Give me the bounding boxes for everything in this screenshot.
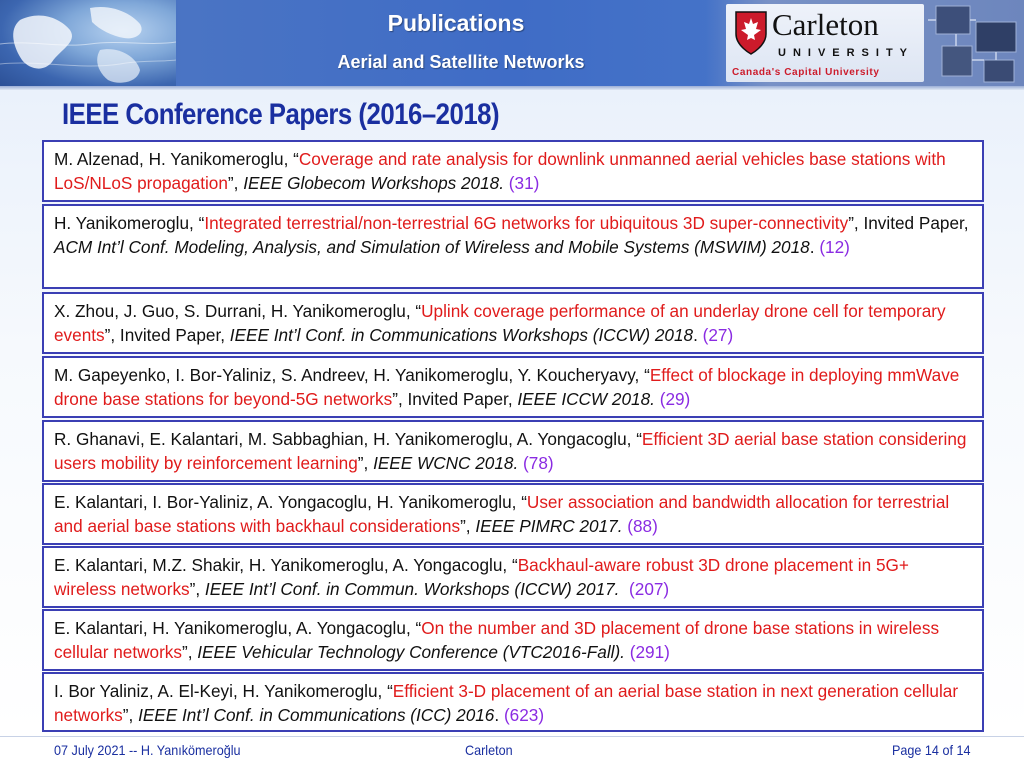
paper-title: Coverage and rate analysis for downlink unmanned aerial vehicles base stations with LoS/NLoS propagation <box>54 149 946 193</box>
citation-count: (29) <box>659 388 691 409</box>
paper-venue: IEEE PIMRC 2017. <box>475 515 623 536</box>
paper-venue: IEEE Vehicular Technology Conference (VTC2016-Fall). <box>197 641 625 662</box>
paper-tail: . <box>809 236 820 257</box>
paper-authors: E. Kalantari, I. Bor-Yaliniz, A. Yongacoglu, H. Yanikomeroglu, “ <box>54 492 527 512</box>
paper-tail: . <box>693 324 703 345</box>
paper-title: Effect of blockage in deploying mmWave drone base stations for beyond-5G networks <box>54 365 960 409</box>
paper-title: On the number and 3D placement of drone base stations in wireless cellular networks <box>54 618 940 662</box>
paper-separator: ”, Invited Paper, <box>392 388 518 409</box>
paper-venue: ACM Int’l Conf. Modeling, Analysis, and Simulation of Wireless and Mobile Systems (MSWIM) 2018 <box>54 236 810 257</box>
paper-entry <box>42 204 984 289</box>
header-banner <box>0 0 1024 88</box>
paper-separator: ”, Invited Paper, <box>104 324 230 345</box>
globe-image <box>0 0 176 88</box>
carleton-logo <box>726 4 924 82</box>
paper-title: Backhaul-aware robust 3D drone placement in 5G+ wireless networks <box>54 555 909 599</box>
citation-count: (31) <box>508 172 540 193</box>
header-subtitle: Aerial and Satellite Networks <box>337 52 585 72</box>
paper-title: Efficient 3D aerial base station considering users mobility by reinforcement learning <box>54 429 967 473</box>
paper-entry <box>42 356 984 418</box>
paper-entry <box>42 672 984 732</box>
paper-title: User association and bandwidth allocation for terrestrial and aerial base stations with backhaul considerations <box>54 492 950 536</box>
paper-authors: E. Kalantari, M.Z. Shakir, H. Yanikomeroglu, A. Yongacoglu, “ <box>54 555 518 575</box>
paper-entry <box>42 420 984 482</box>
paper-authors: M. Alzenad, H. Yanikomeroglu, “ <box>54 149 299 169</box>
footer-date-author: 07 July 2021 -- H. Yanıkömeroğlu <box>54 742 241 758</box>
circuit-chip-icon <box>928 0 1024 88</box>
footer-divider <box>0 736 1024 737</box>
paper-entry <box>42 140 984 202</box>
paper-entry <box>42 609 984 671</box>
citation-count: (12) <box>819 236 850 257</box>
citation-count: (291) <box>629 641 670 662</box>
paper-separator: ”, <box>460 515 476 536</box>
paper-venue: IEEE Int’l Conf. in Commun. Workshops (ICCW) 2017. <box>204 578 620 599</box>
paper-separator: ”, <box>122 704 139 725</box>
paper-separator: ”, <box>182 641 198 662</box>
paper-authors: X. Zhou, J. Guo, S. Durrani, H. Yanikomeroglu, “ <box>54 301 422 321</box>
paper-title: Efficient 3-D placement of an aerial base station in next generation cellular networks <box>54 681 959 725</box>
citation-count: (88) <box>627 515 658 536</box>
header-title: Publications <box>387 10 525 36</box>
paper-authors: R. Ghanavi, E. Kalantari, M. Sabbaghian, H. Yanikomeroglu, A. Yongacoglu, “ <box>54 429 642 449</box>
paper-separator: ”, <box>227 172 244 193</box>
paper-authors: M. Gapeyenko, I. Bor-Yaliniz, S. Andreev, H. Yanikomeroglu, Y. Koucheryavy, “ <box>54 365 650 385</box>
page-title: IEEE Conference Papers (2016–2018) <box>62 98 500 131</box>
paper-authors: H. Yanikomeroglu, “ <box>54 213 205 233</box>
paper-venue: IEEE ICCW 2018. <box>517 388 655 409</box>
paper-venue: IEEE Globecom Workshops 2018. <box>243 172 505 193</box>
paper-authors: I. Bor Yaliniz, A. El-Keyi, H. Yanikomeroglu, “ <box>54 681 393 701</box>
paper-entry <box>42 292 984 354</box>
paper-entry <box>42 546 984 608</box>
citation-count: (78) <box>523 452 554 473</box>
citation-count: (207) <box>629 578 670 599</box>
paper-title: Uplink coverage performance of an underlay drone cell for temporary events <box>54 301 946 345</box>
paper-tail: . <box>494 704 504 725</box>
paper-venue: IEEE WCNC 2018. <box>373 452 519 473</box>
paper-separator: ”, <box>189 578 205 599</box>
logo-area <box>706 0 1024 88</box>
paper-title: Integrated terrestrial/non-terrestrial 6G networks for ubiquitous 3D super-connectivity <box>204 213 849 233</box>
paper-separator: ”, <box>357 452 374 473</box>
svg-text:Carleton: Carleton <box>772 7 879 42</box>
svg-text:UNIVERSITY: UNIVERSITY <box>778 47 915 59</box>
paper-entry <box>42 483 984 545</box>
paper-authors: E. Kalantari, H. Yanikomeroglu, A. Yongacoglu, “ <box>54 618 422 638</box>
footer-institution: Carleton <box>465 742 513 758</box>
paper-venue: IEEE Int’l Conf. in Communications (ICC) 2016 <box>138 704 495 725</box>
paper-venue: IEEE Int’l Conf. in Communications Workshops (ICCW) 2018 <box>229 324 694 345</box>
citation-count: (623) <box>503 704 545 725</box>
citation-count: (27) <box>702 324 734 345</box>
svg-text:Canada's Capital University: Canada's Capital University <box>732 67 880 78</box>
page-number: Page 14 of 14 <box>892 742 971 758</box>
paper-separator: ”, Invited Paper, <box>848 213 969 233</box>
